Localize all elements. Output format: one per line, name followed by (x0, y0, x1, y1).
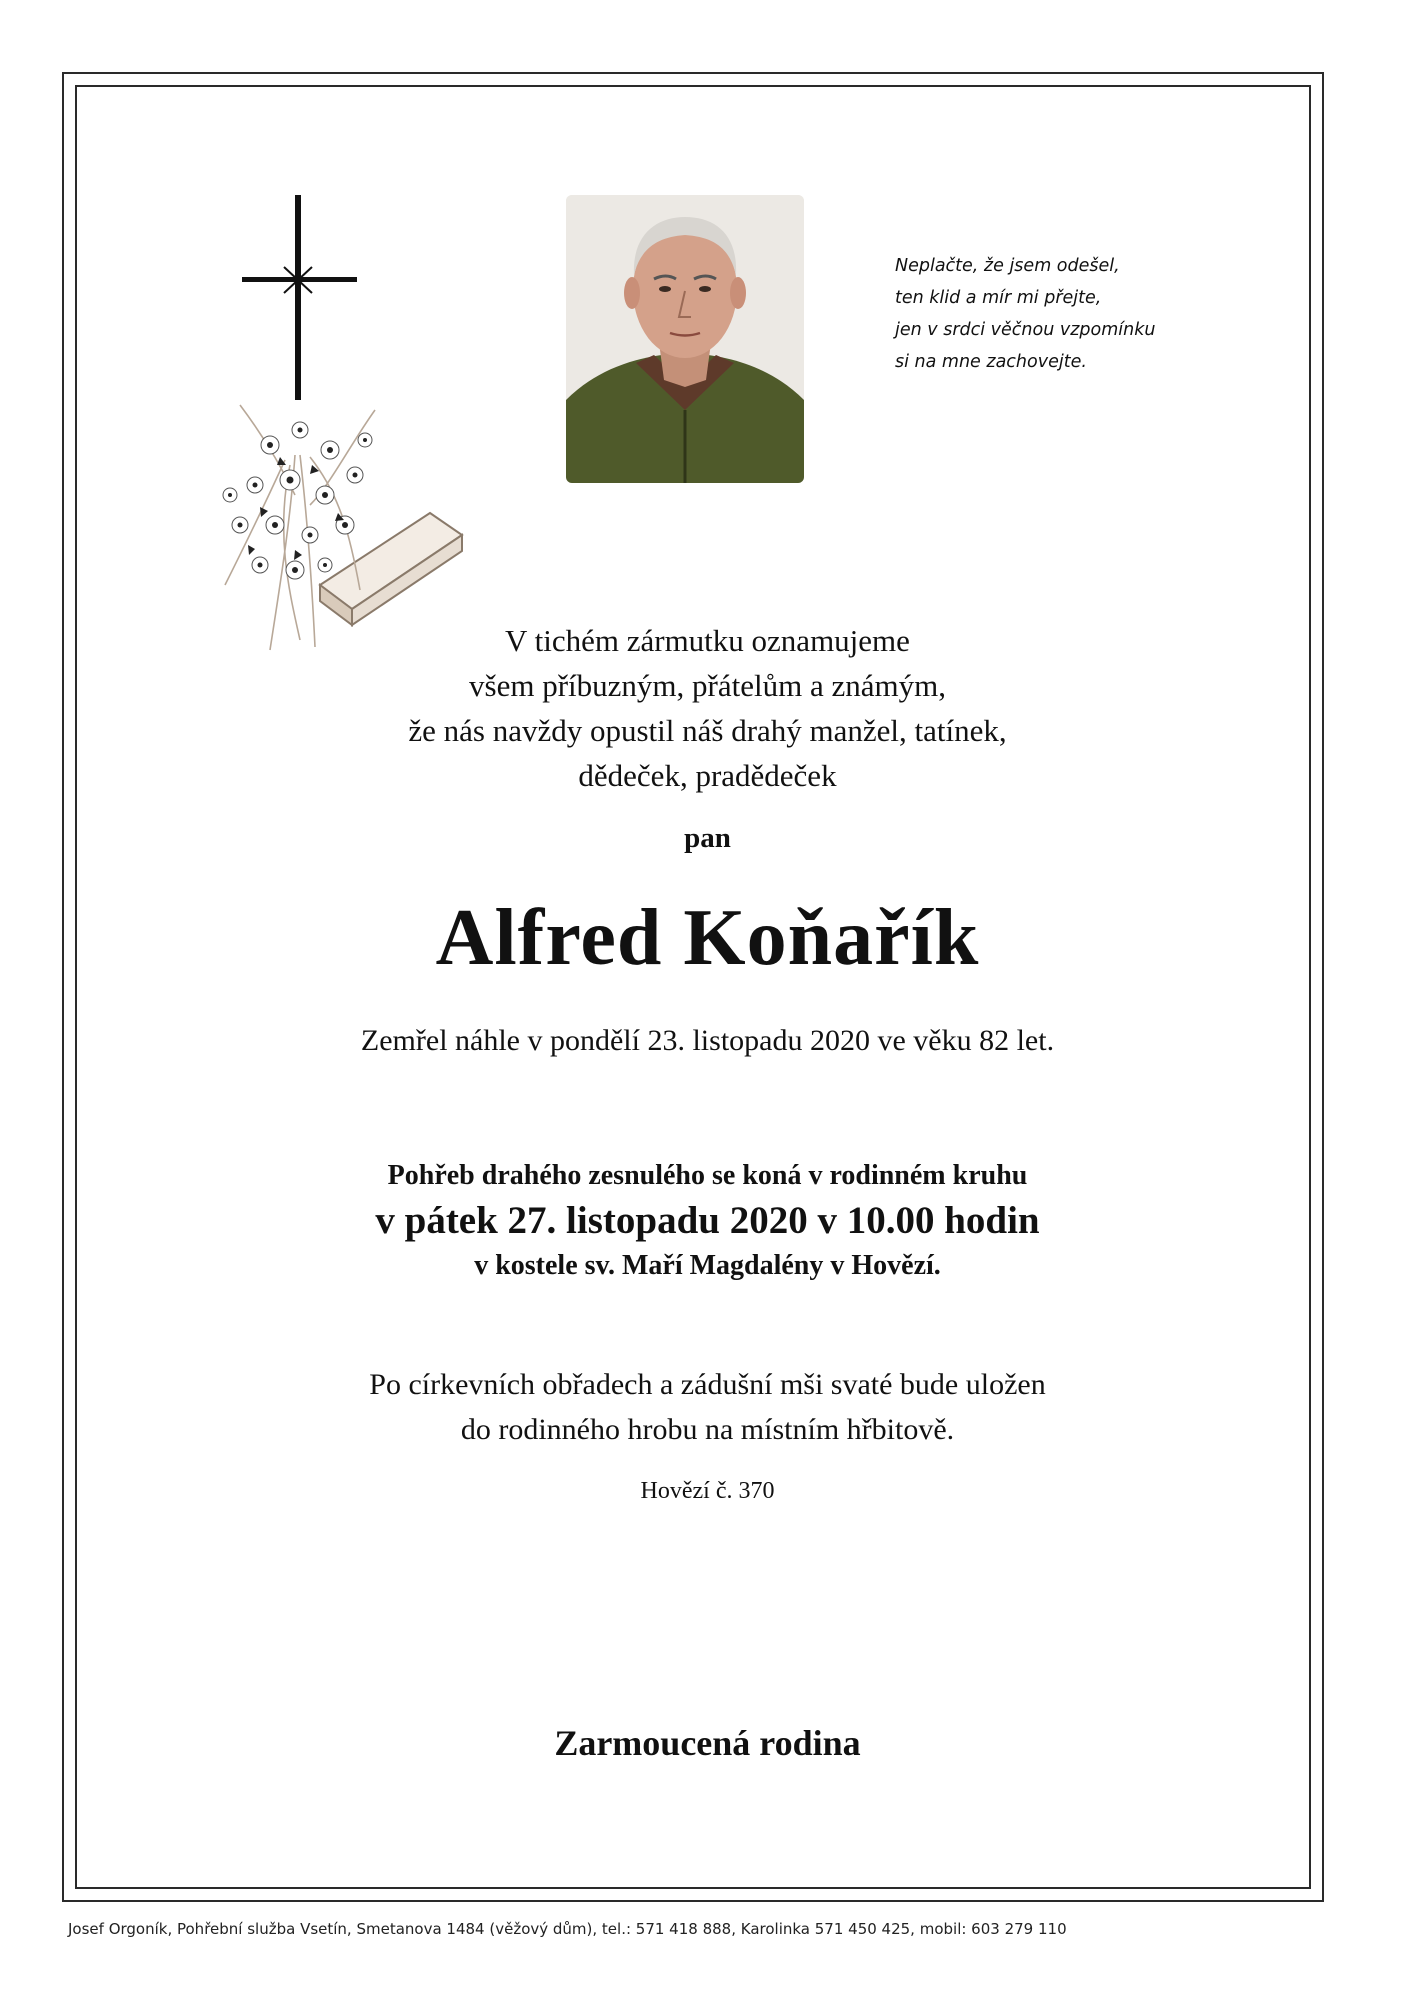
announcement-text (0, 618, 1415, 798)
burial-line: do rodinného hrobu na místním hřbitově. (460, 1413, 955, 1446)
burial-line: Po církevních obřadech a zádušní mši svaté bude uložen (369, 1368, 1046, 1401)
funeral-datetime: v pátek 27. listopadu 2020 v 10.00 hodin (375, 1199, 1040, 1242)
funeral-line: Pohřeb drahého zesnulého se koná v rodinném kruhu (387, 1160, 1028, 1191)
signature: Zarmoucená rodina (554, 1723, 861, 1763)
death-info: Zemřel náhle v pondělí 23. listopadu 2020 ve věku 82 let. (360, 1024, 1055, 1057)
announcement-line: že nás navždy opustil náš drahý manžel, tatínek, (408, 713, 1007, 748)
cross-flowers-icon (200, 195, 480, 655)
deceased-name: Alfred Koňařík (435, 894, 980, 982)
announcement-line: dědeček, pradědeček (578, 758, 837, 793)
burial-info (0, 1362, 1415, 1452)
quote-line: Neplačte, že jsem odešel, (895, 256, 1120, 276)
quote-line: jen v srdci věčnou vzpomínku (895, 320, 1156, 340)
portrait-photo (566, 195, 804, 483)
quote-line: ten klid a mír mi přejte, (895, 288, 1102, 308)
funeral-location: v kostele sv. Maří Magdalény v Hovězí. (474, 1250, 941, 1281)
honorific: pan (684, 822, 731, 854)
quote-line: si na mne zachovejte. (895, 352, 1087, 372)
family-address: Hovězí č. 370 (640, 1478, 775, 1504)
announcement-line: všem příbuzným, přátelům a známým, (469, 668, 946, 703)
announcement-line: V tichém zármutku oznamujeme (505, 623, 910, 658)
funeral-info (0, 1155, 1415, 1287)
memorial-quote (895, 250, 1255, 378)
funeral-service-footer: Josef Orgoník, Pohřební služba Vsetín, Smetanova 1484 (věžový dům), tel.: 571 418 888, Karolinka 571 450 425, mobil: 603 279 110 (68, 1920, 1067, 1938)
